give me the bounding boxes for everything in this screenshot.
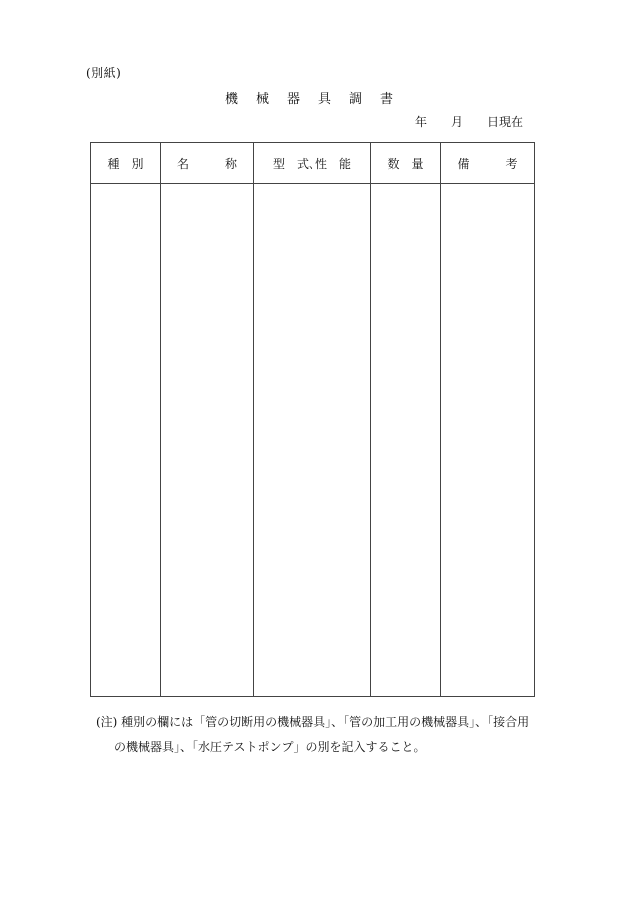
footnote-line-2: の機械器具」、「水圧テストポンプ」の別を記入すること。 bbox=[114, 740, 426, 754]
as-of-date: 年 月 日現在 bbox=[414, 115, 523, 129]
footnote-line-1: (注) 種別の欄には「管の切断用の機械器具」、「管の加工用の機械器具」、「接合用 bbox=[96, 715, 530, 729]
header-model-performance: 型 式､性 能 bbox=[254, 143, 371, 184]
header-remarks: 備 考 bbox=[441, 143, 535, 184]
table-row bbox=[91, 184, 535, 697]
cell-model-performance[interactable] bbox=[254, 184, 371, 697]
footnote bbox=[96, 710, 558, 760]
table-header-row bbox=[91, 143, 535, 184]
header-name: 名 称 bbox=[161, 143, 254, 184]
cell-category[interactable] bbox=[91, 184, 161, 697]
equipment-table bbox=[90, 142, 535, 697]
cell-name[interactable] bbox=[161, 184, 254, 697]
cell-remarks[interactable] bbox=[441, 184, 535, 697]
attachment-label: (別紙) bbox=[86, 66, 122, 80]
document-title: 機械器具調書 bbox=[224, 92, 411, 107]
header-quantity: 数 量 bbox=[371, 143, 441, 184]
cell-quantity[interactable] bbox=[371, 184, 441, 697]
header-category: 種 別 bbox=[91, 143, 161, 184]
